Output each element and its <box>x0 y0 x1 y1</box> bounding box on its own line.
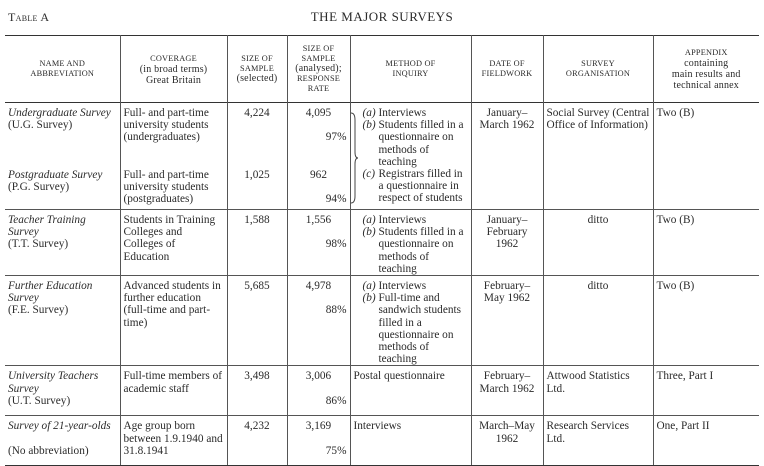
org-cell: Research Services Ltd. <box>543 416 653 466</box>
date-cell: February–March 1962 <box>471 366 543 416</box>
surveys-table <box>5 35 759 466</box>
appendix-cell: One, Part II <box>653 416 759 466</box>
sample-cell: 1,588 <box>227 210 287 276</box>
date-cell: February–May 1962 <box>471 276 543 366</box>
org-cell: Social Survey (Central Office of Information) <box>543 103 653 210</box>
table-label: Table A <box>8 10 50 24</box>
method-item: (b) Full-time and sandwich students filled in a questionnaire on methods of teaching <box>362 292 462 366</box>
date-cell: January–February 1962 <box>471 210 543 276</box>
org-cell: Attwood Statistics Ltd. <box>543 366 653 416</box>
appendix-cell: Two (B) <box>653 103 759 210</box>
sample-cell: 4,232 <box>227 416 287 466</box>
col-header-coverage: COVERAGE (in broad terms) Great Britain <box>120 36 227 103</box>
table-row <box>5 276 759 366</box>
table-row <box>5 210 759 276</box>
coverage-cell: Students in Training Colleges and Colleges of Education <box>120 210 227 276</box>
method-item: (a) Interviews <box>362 107 427 119</box>
date-cell: January–March 1962 <box>471 103 543 210</box>
survey-abbr: (F.E. Survey) <box>8 304 69 317</box>
method-item: (a) Interviews <box>362 280 427 293</box>
survey-abbr: (U.G. Survey) <box>8 119 73 132</box>
table-title: THE MAJOR SURVEYS <box>310 9 454 24</box>
analysed-cell: 3,006 86% <box>287 366 350 416</box>
appendix-cell: Two (B) <box>653 276 759 366</box>
appendix-cell: Three, Part I <box>653 366 759 416</box>
method-item: (b) Students filled in a questionnaire on methods of teaching <box>362 119 464 168</box>
method-item: (b) Students filled in a questionnaire on methods of teaching <box>362 226 464 275</box>
method-item: (a) Interviews <box>362 214 427 226</box>
method-cell <box>350 276 471 366</box>
org-cell: ditto <box>543 210 653 276</box>
sample-cell: 5,685 <box>227 276 287 366</box>
col-header-org: SURVEY ORGANISATION <box>543 36 653 103</box>
coverage-cell: Full- and part-time university students (undergraduates) <box>120 103 227 166</box>
coverage-cell: Full- and part-time university students (postgraduates) <box>120 165 227 210</box>
coverage-cell: Age group born between 1.9.1940 and 31.8.1941 <box>120 416 227 466</box>
method-cell: Interviews <box>350 416 471 466</box>
survey-abbr: (T.T. Survey) <box>8 238 69 251</box>
grouping-brace <box>350 112 358 204</box>
col-header-analysed: SIZE OF SAMPLE (analysed); RESPONSE RATE <box>287 36 350 103</box>
coverage-cell: Full-time members of academic staff <box>120 366 227 416</box>
survey-name: Teacher Training Survey <box>8 214 86 239</box>
coverage-cell: Advanced students in further education (full-time and part-time) <box>120 276 227 366</box>
appendix-cell: Two (B) <box>653 210 759 276</box>
date-cell: March–May 1962 <box>471 416 543 466</box>
survey-name: Undergraduate Survey <box>8 107 111 119</box>
method-cell <box>350 103 471 210</box>
survey-abbr: (P.G. Survey) <box>8 181 70 194</box>
col-header-sample: SIZE OF SAMPLE (selected) <box>227 36 287 103</box>
method-item: (c) Registrars filled in a questionnaire in respect of students <box>362 168 463 205</box>
org-cell: ditto <box>543 276 653 366</box>
survey-name: University Teachers Survey <box>8 370 99 395</box>
col-header-date: DATE OF FIELDWORK <box>471 36 543 103</box>
survey-abbr: (U.T. Survey) <box>8 394 71 407</box>
analysed-cell: 4,978 88% <box>287 276 350 366</box>
col-header-method: METHOD OF INQUIRY <box>350 36 471 103</box>
method-cell: Postal questionnaire <box>350 366 471 416</box>
analysed-cell: 3,169 75% <box>287 416 350 466</box>
table-row <box>5 103 759 166</box>
analysed-cell: 962 94% <box>287 165 350 210</box>
survey-abbr: (No abbreviation) <box>8 444 89 457</box>
header-row <box>5 36 759 103</box>
analysed-cell: 1,556 98% <box>287 210 350 276</box>
table-row <box>5 416 759 466</box>
col-header-appendix: APPENDIX containing main results and technical annex <box>653 36 759 103</box>
method-cell <box>350 210 471 276</box>
analysed-cell: 4,095 97% <box>287 103 350 166</box>
table-row <box>5 366 759 416</box>
col-header-name: NAME AND ABBREVIATION <box>30 59 95 78</box>
survey-name: Postgraduate Survey <box>8 169 103 181</box>
sample-cell: 3,498 <box>227 366 287 416</box>
survey-name: Further Education Survey <box>8 280 93 305</box>
survey-name: Survey of 21-year-olds <box>8 420 111 433</box>
sample-cell: 1,025 <box>227 165 287 210</box>
sample-cell: 4,224 <box>227 103 287 166</box>
